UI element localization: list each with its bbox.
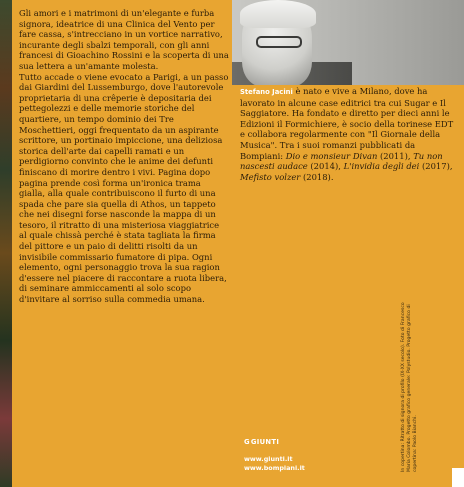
glasses-shape (256, 36, 302, 48)
publisher-logo (244, 438, 279, 446)
author-name: Stefano Jacini (240, 88, 293, 96)
publisher-url: www.giunti.it (244, 455, 293, 463)
author-photo (232, 0, 464, 85)
synopsis-paragraph-2: Tutto accade o viene evocato a Parigi, a un passo dai Giardini del Lussemburgo, dove l'autorevole proprietaria di una crêperie è depositaria dei pettegolezzi e delle memorie storiche del quartiere, un tempo dominio dei Tre Moschettieri, oggi frequentato da un aspirante scrittore, un portinaio impiccione, una deliziosa storica dell'arte dai capelli ramati e un perdigiorno convinto che le anime dei defunti finiscano di morire dentro i vivi. Pagina dopo pagina prende così forma un'ironica trama gialla, alla quale contribuiscono il furto di una spada che pare sia quella di Athos, un tappeto che nei disegni forse nasconde la mappa di un tesoro, il ritratto di una misteriosa viaggiatrice al quale chissà perché è stata tagliata la firma del pittore e un paio di delitti risolti da un invisibile commissario fumatore di pipa. Ogni elemento, ogni personaggio trova la sua ragion d'essere nel piacere di raccontare a ruota libera, di seminare ammiccamenti al solo scopo d'invitare al sorriso sulla commedia umana. (19, 71, 229, 305)
giunti-logo-icon: G (244, 438, 250, 446)
publisher-url: www.bompiani.it (244, 464, 305, 472)
book-title: L'invidia degli dei (343, 161, 420, 172)
publisher-urls (244, 455, 305, 473)
author-bio: Stefano Jacini è nato e vive a Milano, dove ha lavorato in alcune case editrici tra cui Sugar e Il Saggiatore. Ha fondato e diretto per dieci anni le Edizioni il Formichiere, è socio della torinese EDT e collabora regolarmente con "Il Giornale della Musica". Tra i suoi romanzi pubblicati da Bompiani: Dio e monsieur Divan (2011), Tu non nascesti audace (2014), L'invidia degli dei (2017), Mefisto volzer (2018). (240, 86, 454, 182)
front-cover-edge-strip (0, 0, 12, 487)
barcode-corner (452, 468, 464, 487)
book-title: Dio e monsieur Divan (285, 150, 378, 161)
book-title: Mefisto volzer (240, 171, 301, 182)
synopsis-paragraph-1: Gli amori e i matrimoni di un'elegante e furba signora, ideatrice di una Clinica del Vento per fare cassa, s'intrecciano in un vortice narrativo, incurante degli sbalzi temporali, con gli anni francesi di Gioachino Rossini e la scoperta di una sua lettera a un'amante molesta. (19, 8, 229, 71)
cover-credits: In copertina: Ritratto di signora di profilo (IX-XX secolo). Foto di Francesco Maria Colombo. Progetto grafico generale: Polystudio. Progetto grafico di copertina: Paolo Bianchi. (401, 302, 418, 472)
book-title: Tu non nascesti audace (240, 150, 443, 172)
synopsis-text (19, 8, 229, 305)
publisher-logo-text: GIUNTI (250, 438, 280, 446)
